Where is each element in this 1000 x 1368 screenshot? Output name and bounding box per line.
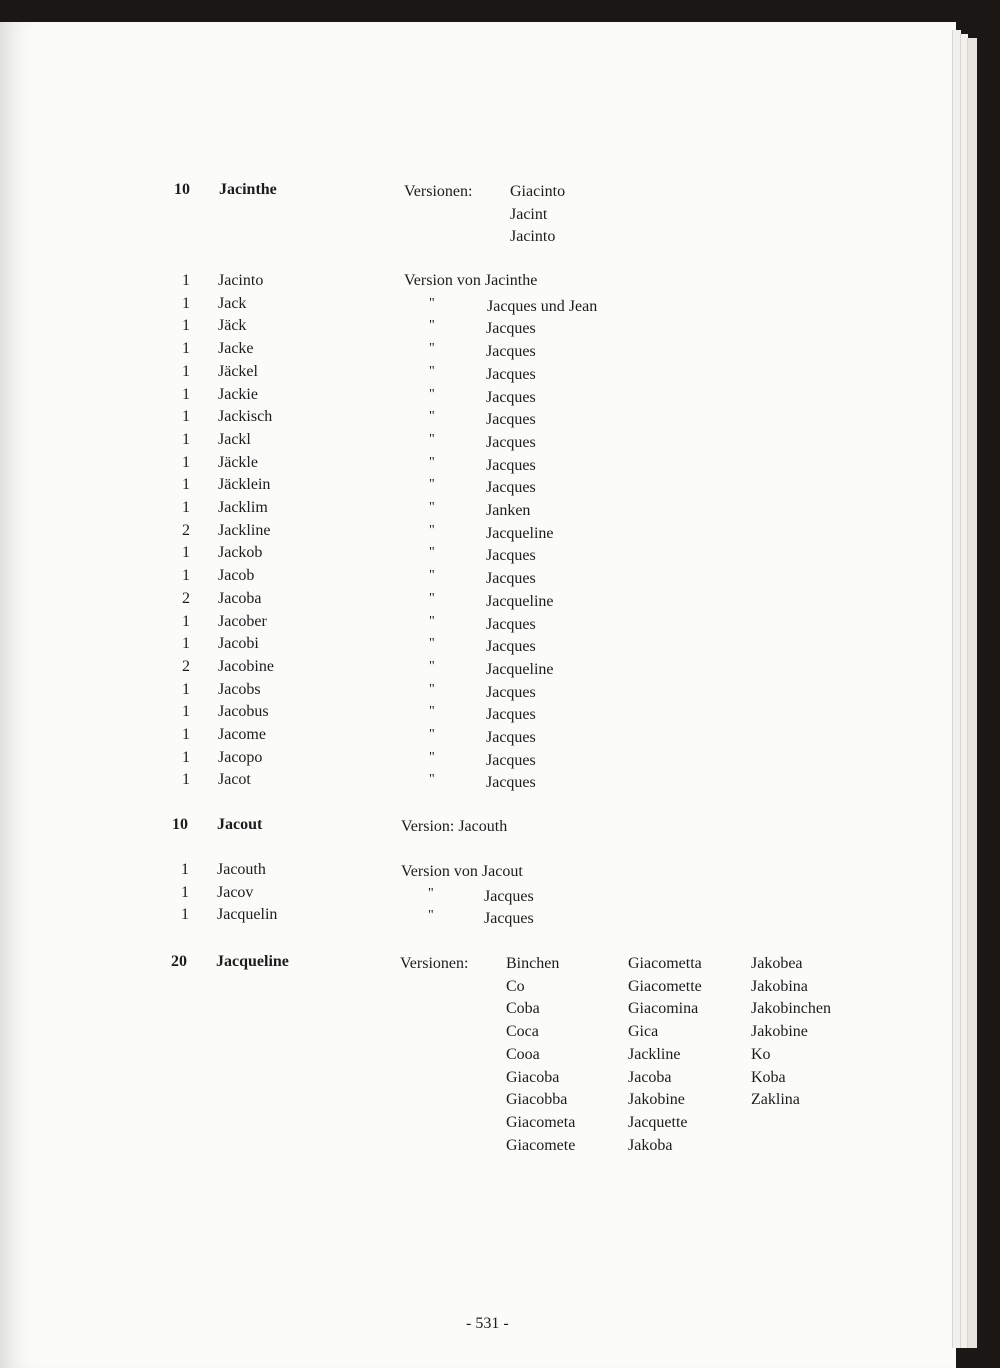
ditto-mark: " [428, 908, 434, 924]
version-ref: Jacques [486, 751, 536, 769]
version-ref: Jacques [486, 570, 536, 588]
ditto-mark: " [429, 522, 435, 538]
ditto-mark: " [429, 477, 435, 493]
ditto-mark: " [429, 318, 435, 334]
ditto-mark: " [429, 749, 435, 765]
ditto-mark: " [429, 727, 435, 742]
version-name: Jacint [510, 205, 548, 223]
entry-count: 1 [182, 612, 190, 630]
version-ref: Jacques [486, 411, 536, 429]
version-ref: Jacques [486, 774, 536, 792]
entry-count: 1 [182, 726, 190, 743]
page-edge [967, 38, 977, 1348]
version-name: Zaklina [751, 1091, 800, 1109]
version-name: Jakoba [628, 1136, 673, 1154]
version-name: Giacometa [506, 1113, 576, 1131]
ditto-mark: " [429, 613, 435, 629]
version-name: Giacomina [628, 1000, 699, 1018]
entry-name: Jacot [218, 771, 251, 789]
entry-count: 1 [182, 453, 190, 471]
version-name: Giacobba [506, 1091, 568, 1109]
entry-count: 10 [174, 181, 190, 198]
entry-heading: Jacqueline [216, 953, 289, 970]
entry-name: Jackisch [218, 408, 273, 426]
version-name: Jacinto [510, 228, 556, 246]
version-ref: Jacqueline [486, 660, 554, 678]
version-name: Jakobina [751, 977, 808, 995]
entry-count: 1 [182, 748, 190, 766]
version-ref: Jacques [486, 433, 536, 451]
entry-name: Jack [218, 294, 247, 312]
version-ref: Jacques [486, 683, 536, 701]
entry-name: Jacobine [218, 657, 274, 675]
ditto-mark: " [429, 658, 435, 674]
entry-name: Jacobs [218, 680, 261, 698]
version-of-header: Version von Jacinthe [404, 272, 538, 289]
version-ref: Jacques [486, 479, 536, 497]
entry-name: Jacklim [218, 499, 268, 516]
version-ref: Jacques [484, 887, 534, 905]
entry-count: 1 [181, 861, 189, 878]
version-ref: Jacqueline [486, 592, 554, 610]
entry-count: 1 [182, 340, 190, 358]
ditto-mark: " [429, 363, 435, 379]
entry-count: 1 [182, 362, 190, 380]
ditto-mark: " [429, 454, 435, 470]
entry-count: 1 [182, 544, 190, 562]
version-ref: Jacqueline [486, 524, 554, 542]
version-ref: Jacques [486, 365, 536, 383]
entry-name: Jacquelin [217, 906, 278, 924]
ditto-mark: " [429, 295, 435, 311]
entry-count: 1 [182, 703, 190, 721]
entry-count: 2 [182, 589, 190, 607]
ditto-mark: " [429, 409, 435, 425]
entry-name: Jacouth [217, 861, 266, 878]
version-name: Jakobea [751, 955, 803, 972]
entry-count: 1 [182, 680, 190, 698]
entry-name: Jäckel [218, 362, 258, 380]
entry-count: 1 [182, 272, 190, 289]
version-name: Koba [751, 1068, 786, 1086]
entry-count: 1 [182, 430, 190, 448]
version-name: Jakobine [751, 1023, 808, 1041]
ditto-mark: " [429, 341, 435, 357]
version-name: Binchen [506, 955, 560, 972]
ditto-mark: " [429, 386, 435, 402]
entry-count: 1 [181, 883, 189, 901]
ditto-mark: " [429, 681, 435, 697]
entry-name: Jacov [217, 883, 254, 901]
version-name: Jakobinchen [751, 1000, 831, 1018]
version-ref: Jacques [486, 706, 536, 724]
version-ref: Jacques [486, 320, 536, 338]
entry-name: Jackie [218, 385, 258, 403]
version-name: Gica [628, 1023, 659, 1041]
version-ref: Janken [486, 502, 531, 519]
ditto-mark: " [429, 545, 435, 561]
version-name: Cooa [506, 1045, 540, 1063]
versions-label: Versionen: [404, 183, 473, 200]
version-ref: Jacques [486, 388, 536, 406]
version-ref: Jacques [486, 638, 536, 656]
version-name: Jakobine [628, 1091, 685, 1109]
ditto-mark: " [429, 500, 435, 515]
entry-heading: Jacinthe [219, 181, 277, 198]
entry-count: 1 [182, 567, 190, 585]
entry-name: Jacober [218, 612, 267, 630]
version-ref: Jacques [486, 547, 536, 565]
version-name: Giacometta [628, 955, 702, 972]
version-ref: Jacques [484, 910, 534, 928]
ditto-mark: " [428, 885, 434, 901]
ditto-mark: " [429, 431, 435, 447]
book-page [0, 22, 956, 1368]
entry-count: 2 [182, 521, 190, 539]
entry-count: 1 [182, 294, 190, 312]
entry-count: 1 [181, 906, 189, 924]
entry-name: Jacobus [218, 703, 269, 721]
entry-name: Jäck [218, 317, 247, 335]
entry-name: Jacke [218, 340, 254, 358]
version-ref: Jacques [486, 343, 536, 361]
version-ref: Jacques und Jean [487, 297, 598, 315]
ditto-mark: " [429, 568, 435, 584]
version-name: Coba [506, 1000, 540, 1018]
version-name: Jackline [628, 1045, 681, 1063]
ditto-mark: " [429, 704, 435, 720]
entry-name: Jacome [218, 726, 266, 743]
version-ref: Jacques [486, 456, 536, 474]
version-name: Jacquette [628, 1113, 688, 1131]
entry-name: Jacob [218, 567, 255, 585]
entry-count: 1 [182, 408, 190, 426]
version-name: Ko [751, 1045, 771, 1063]
version-name: Coca [506, 1023, 539, 1041]
entry-count: 1 [182, 317, 190, 335]
version-name: Jacoba [628, 1068, 672, 1086]
version-name: Giacomete [506, 1136, 576, 1154]
entry-count: 1 [182, 476, 190, 494]
version-name: Co [506, 977, 525, 995]
version-of-header: Version von Jacout [401, 863, 523, 880]
version-name: Giacinto [510, 183, 566, 200]
entry-count: 1 [182, 635, 190, 653]
ditto-mark: " [429, 590, 435, 606]
version-ref: Jacques [486, 729, 536, 746]
entry-name: Jäcklein [218, 476, 271, 494]
entry-name: Jäckle [218, 453, 258, 471]
ditto-mark: " [429, 772, 435, 788]
version-name: Giacoba [506, 1068, 560, 1086]
entry-heading: Jacout [217, 816, 263, 833]
page-number: - 531 - [466, 1315, 509, 1332]
entry-count: 2 [182, 657, 190, 675]
ditto-mark: " [429, 636, 435, 652]
entry-name: Jackob [218, 544, 263, 562]
version-name: Giacomette [628, 977, 702, 995]
entry-count: 1 [182, 385, 190, 403]
entry-name: Jacoba [218, 589, 262, 607]
version-ref: Jacques [486, 615, 536, 633]
entry-name: Jackline [218, 521, 271, 539]
entry-count: 10 [172, 816, 188, 833]
entry-name: Jackl [218, 430, 251, 448]
entry-name: Jacinto [218, 272, 264, 289]
versions-label: Versionen: [400, 955, 469, 972]
version-label: Version: Jacouth [401, 818, 508, 835]
entry-name: Jacobi [218, 635, 259, 653]
entry-count: 1 [182, 771, 190, 789]
entry-count: 1 [182, 499, 190, 516]
entry-name: Jacopo [218, 748, 263, 766]
entry-count: 20 [171, 953, 187, 970]
